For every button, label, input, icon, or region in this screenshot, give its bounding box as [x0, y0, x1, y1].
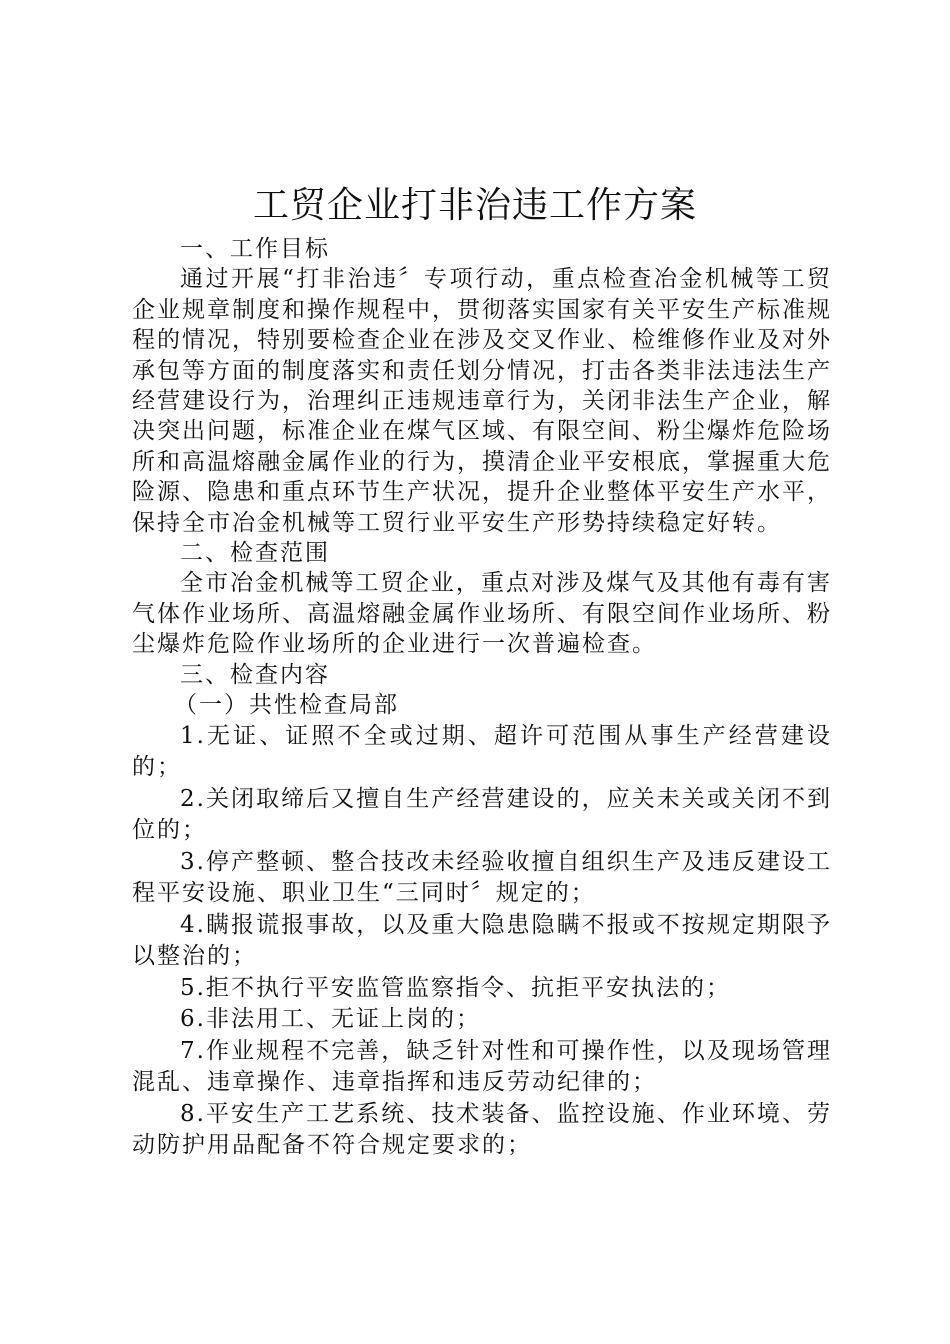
list-item: 2.关闭取缔后又擅自生产经营建设的，应关未关或关闭不到位的； — [132, 785, 832, 843]
section-heading-scope: 二、检查范围 — [180, 540, 330, 567]
document-body — [132, 234, 832, 1162]
document-title: 工贸企业打非治违工作方案 — [252, 185, 697, 226]
list-item: 1.无证、证照不全或过期、超许可范围从事生产经营建设的； — [132, 722, 832, 780]
section-text-scope: 全市冶金机械等工贸企业，重点对涉及煤气及其他有毒有害气体作业场所、高温熔融金属作业场所、有限空间作业场所、粉尘爆炸危险作业场所的企业进行一次普遍检查。 — [132, 570, 832, 658]
list-item: 6.非法用工、无证上岗的； — [180, 1006, 481, 1032]
list-item: 4.瞒报谎报事故，以及重大隐患隐瞒不报或不按规定期限予以整治的； — [132, 911, 832, 969]
section-text-goals: 通过开展“打非治违〞专项行动，重点检查冶金机械等工贸企业规章制度和操作规程中，贯彻落实国家有关平安生产标准规程的情况，特别要检查企业在涉及交叉作业、检维修作业及对外承包等方面的制度落实和责任划分情况，打击各类非法违法生产经营建设行为，治理纠正违规违章行为，关闭非法生产企业，解决突出问题，标准企业在煤气区域、有限空间、粉尘爆炸危险场所和高温熔融金属作业的行为，摸清企业平安根底，掌握重大危险源、隐患和重点环节生产状况，提升企业整体平安生产水平，保持全市冶金机械等工贸行业平安生产形势持续稳定好转。 — [132, 266, 832, 536]
section-heading-goals: 一、工作目标 — [180, 236, 330, 262]
list-item: 5.拒不执行平安监管监察指令、抗拒平安执法的； — [180, 974, 731, 1001]
list-item: 8.平安生产工艺系统、技术装备、监控设施、作业环境、劳动防护用品配备不符合规定要求的； — [132, 1100, 832, 1158]
subsection-heading-common: （一）共性检查局部 — [174, 692, 399, 719]
section-heading-content: 三、检查内容 — [180, 661, 330, 688]
list-item: 7.作业规程不完善，缺乏针对性和可操作性，以及现场管理混乱、违章操作、违章指挥和违反劳动纪律的； — [132, 1037, 832, 1095]
list-item: 3.停产整顿、整合技改未经验收擅自组织生产及违反建设工程平安设施、职业卫生“三同时〞规定的； — [132, 848, 832, 906]
